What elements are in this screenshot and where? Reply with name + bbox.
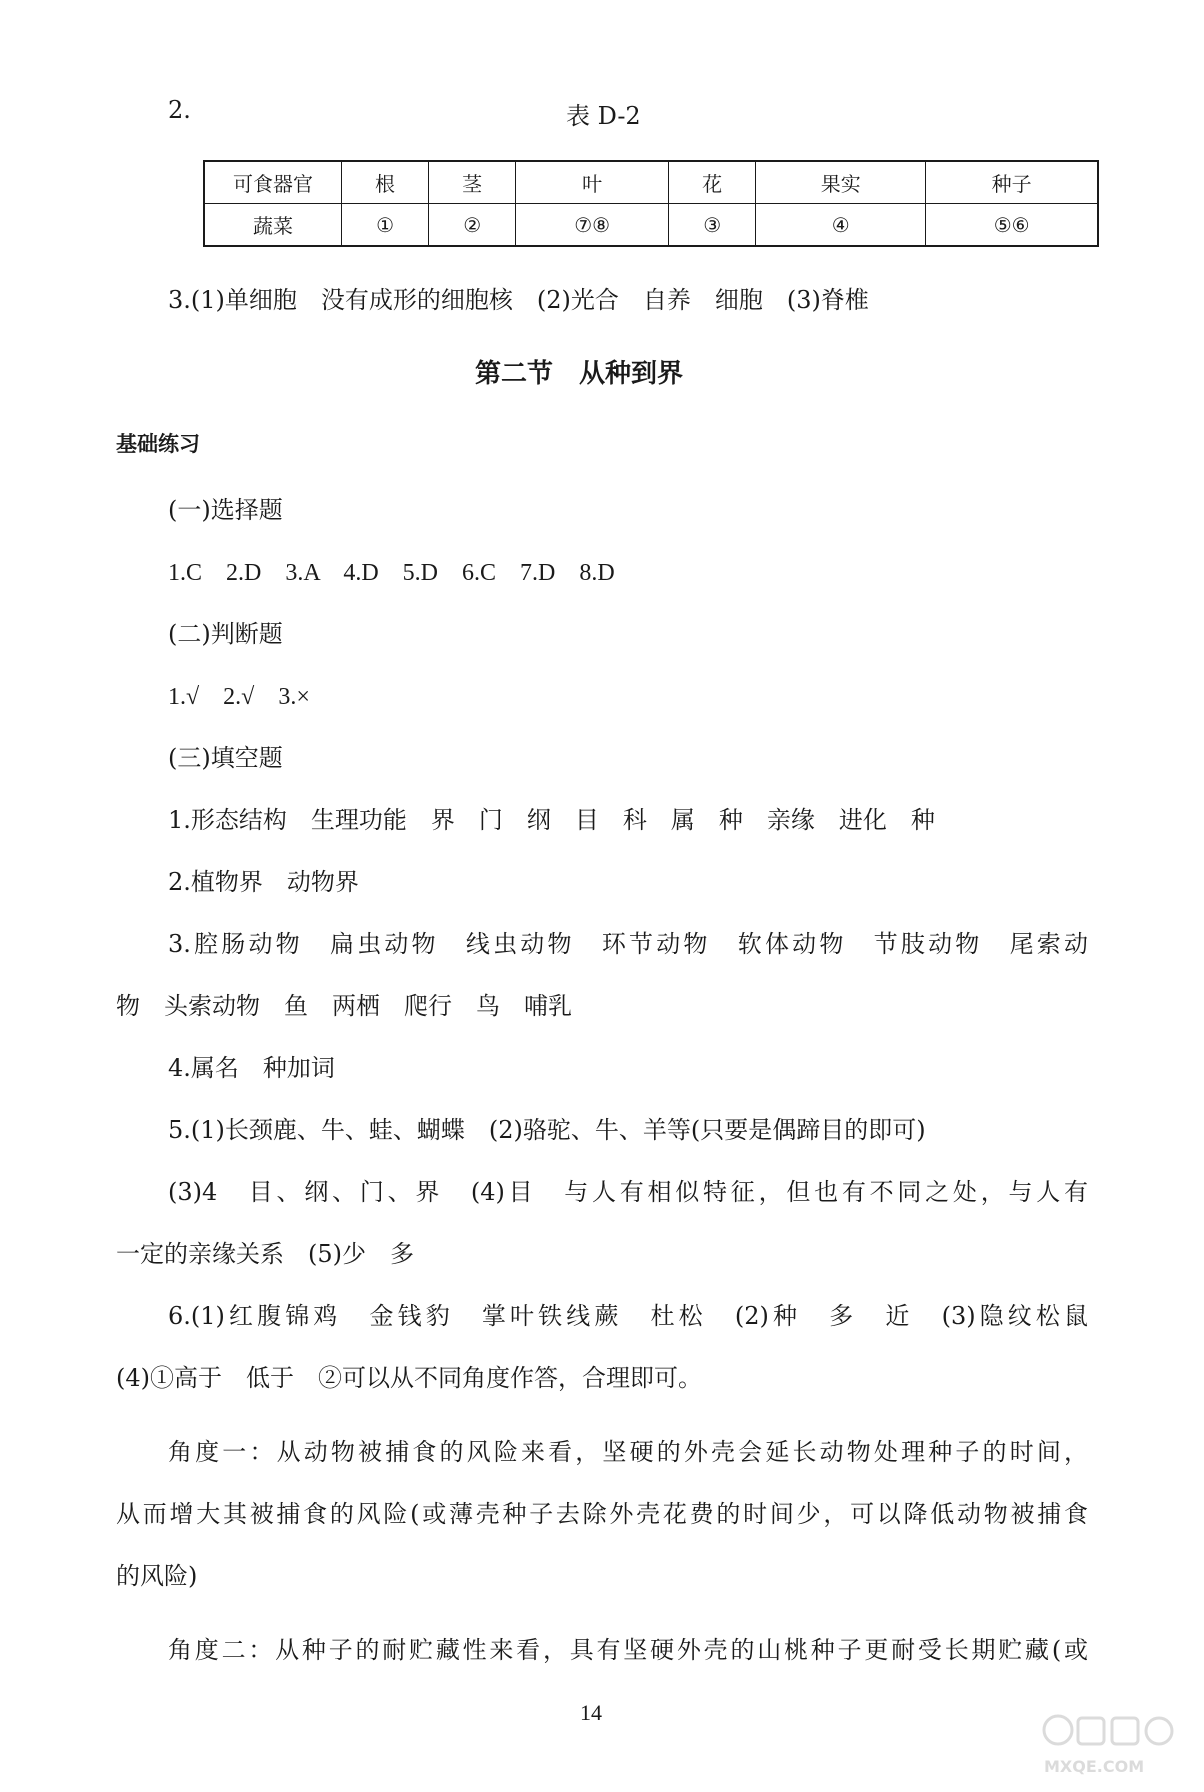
table-header-cell: 果实 <box>756 161 926 204</box>
fill-answer-line: 角度二：从种子的耐贮藏性来看，具有坚硬外壳的山桃种子更耐受长期贮藏(或 <box>168 1636 1088 1664</box>
table-header-row <box>204 161 1098 204</box>
watermark-logo-icon <box>1040 1712 1190 1782</box>
fill-answer-line: 从而增大其被捕食的风险(或薄壳种子去除外壳花费的时间少，可以降低动物被捕食 <box>116 1500 1088 1528</box>
table-cell: ⑦⑧ <box>516 204 669 247</box>
fill-answer-line: 2.植物界 动物界 <box>168 868 359 896</box>
table-cell: ③ <box>669 204 756 247</box>
part-3-title: (三)填空题 <box>168 744 283 772</box>
table-cell: ② <box>429 204 516 247</box>
edible-organ-table <box>203 160 1099 247</box>
watermark-logo <box>1040 1712 1190 1782</box>
table-cell: ⑤⑥ <box>926 204 1098 247</box>
fill-answer-line: 1.形态结构 生理功能 界 门 纲 目 科 属 种 亲缘 进化 种 <box>168 806 935 834</box>
subsection-heading: 基础练习 <box>116 432 200 456</box>
table-cell: 蔬菜 <box>204 204 342 247</box>
fill-answer-line: 3.腔肠动物 扁虫动物 线虫动物 环节动物 软体动物 节肢动物 尾索动 <box>168 930 1088 958</box>
page-number: 14 <box>580 1700 602 1725</box>
table-cell: ④ <box>756 204 926 247</box>
fill-answer-line: 6.(1)红腹锦鸡 金钱豹 掌叶铁线蕨 杜松 (2)种 多 近 (3)隐纹松鼠 <box>168 1302 1088 1330</box>
question-3-answer: 3.(1)单细胞 没有成形的细胞核 (2)光合 自养 细胞 (3)脊椎 <box>168 286 869 314</box>
fill-answer-line: 4.属名 种加词 <box>168 1054 335 1082</box>
table-row <box>204 204 1098 247</box>
table-header-cell: 花 <box>669 161 756 204</box>
fill-answer-line: 物 头索动物 鱼 两栖 爬行 鸟 哺乳 <box>116 992 572 1020</box>
fill-answer-line: (4)①高于 低于 ②可以从不同角度作答，合理即可。 <box>116 1364 702 1392</box>
table-header-cell: 根 <box>342 161 429 204</box>
table-header-cell: 茎 <box>429 161 516 204</box>
table-caption: 表 D-2 <box>566 102 641 130</box>
fill-answer-line: 角度一：从动物被捕食的风险来看，坚硬的外壳会延长动物处理种子的时间， <box>168 1438 1088 1466</box>
watermark-url: MXQE.COM <box>1044 1757 1145 1776</box>
table-header-cell: 种子 <box>926 161 1098 204</box>
table-header-cell: 叶 <box>516 161 669 204</box>
fill-answer-line: 的风险) <box>116 1562 198 1590</box>
table-header-cell: 可食器官 <box>204 161 342 204</box>
question-2-number: 2. <box>168 96 191 124</box>
fill-answer-line: 一定的亲缘关系 (5)少 多 <box>116 1240 414 1268</box>
part-2-answers: 1.√ 2.√ 3.× <box>168 684 310 710</box>
part-1-answers: 1.C 2.D 3.A 4.D 5.D 6.C 7.D 8.D <box>168 560 615 586</box>
part-1-title: (一)选择题 <box>168 496 283 524</box>
table-cell: ① <box>342 204 429 247</box>
fill-answer-line: (3)4 目、纲、门、界 (4)目 与人有相似特征，但也有不同之处，与人有 <box>168 1178 1088 1206</box>
part-2-title: (二)判断题 <box>168 620 283 648</box>
fill-answer-line: 5.(1)长颈鹿、牛、蛙、蝴蝶 (2)骆驼、牛、羊等(只要是偶蹄目的即可) <box>168 1116 926 1144</box>
section-title: 第二节 从种到界 <box>475 359 684 389</box>
